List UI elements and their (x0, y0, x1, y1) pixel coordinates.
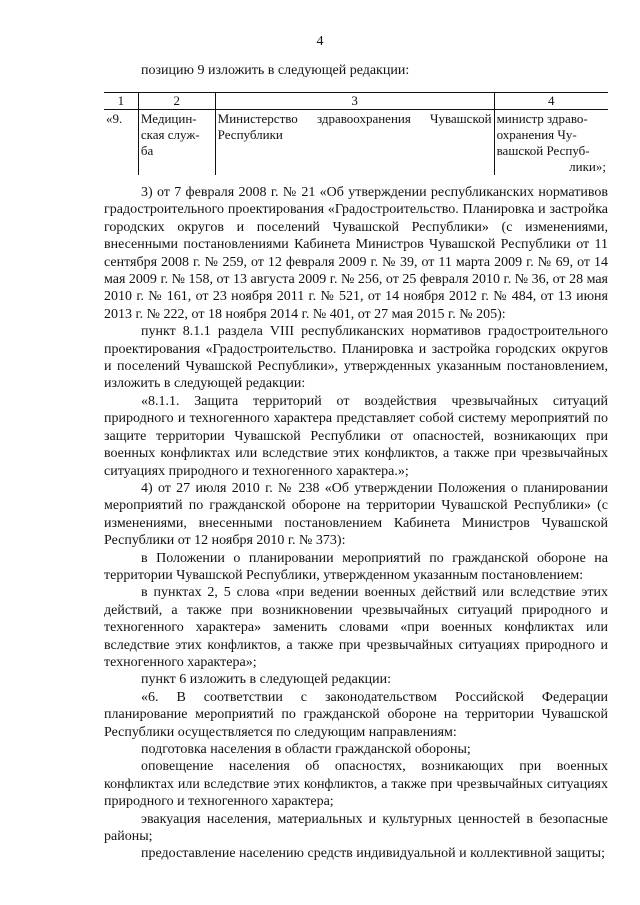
amendment-table (104, 92, 608, 175)
page-number: 4 (316, 34, 324, 49)
service-head-line: лики»; (569, 159, 606, 174)
intro-text: позицию 9 изложить в следующей редакции: (141, 63, 410, 78)
paragraph: пункт 8.1.1 раздела VIII республиканских нормативов градостроительного проектирования «Градостроительство. Планировка и застройка городских округов и поселений Чувашской Республики», утвержденных указанным постановлением, изложить в следующей редакции: (104, 324, 608, 392)
paragraph: эвакуация населения, материальных и культурных ценностей в безопасные районы; (104, 811, 608, 845)
table-row (104, 110, 608, 176)
service-name-line: ская служ- (140, 127, 200, 142)
document-body (104, 184, 608, 863)
paragraph: в Положении о планировании мероприятий по гражданской обороне на территории Чувашской Республики, утвержденном указанным постановлением: (104, 550, 608, 583)
service-name (138, 110, 215, 176)
paragraph: «6. В соответствии с законодательством Российской Федерации планирование мероприятий по гражданской обороне на территории Чувашской Республики осуществляется по следующим направлениям: (104, 689, 608, 740)
paragraph: в пунктах 2, 5 слова «при ведении военных действий или вследствие этих действий, а также при возникновении чрезвычайных ситуаций природного и техногенного характера» заменить словами «при военных конфликтах или вследствие этих конфликтов, а также при чрезвычайных ситуациях природного и техногенного характера»; (104, 585, 608, 670)
paragraph: оповещение населения об опасностях, возникающих при военных конфликтах или вследствие этих конфликтов, а также при чрезвычайных ситуациях природного и техногенного характера; (104, 759, 608, 810)
position-number: «9. (106, 111, 123, 126)
table-header-row (104, 93, 608, 110)
paragraph: пункт 6 изложить в следующей редакции: (141, 672, 391, 688)
paragraph: предоставление населению средств индивидуальной и коллективной защиты; (141, 846, 605, 862)
paragraph: «8.1.1. Защита территорий от воздействия чрезвычайных ситуаций природного и техногенного характера представляет собой систему мероприятий по защите территории Чувашской Республики от опасностей, возникающих при военных конфликтах или вследствие этих конфликтов, а также при чрезвычайных ситуациях природного и техногенного характера.»; (104, 393, 608, 479)
service-head (494, 110, 608, 176)
table-header-cell: 3 (215, 93, 494, 110)
table-header-cell: 2 (138, 93, 215, 110)
service-name-line: ба (140, 143, 154, 158)
table-header-cell: 1 (104, 93, 138, 110)
paragraph: 3) от 7 февраля 2008 г. № 21 «Об утверждении республиканских нормативов градостроительного проектирования «Градостроительство. Планировка и застройка городских округов и поселений Чувашской Республики» (с изменениями, внесенными постановлениями Кабинета Министров Чувашской Республики от 11 сентября 2008 г. № 259, от 12 февраля 2009 г. № 39, от 11 марта 2009 г. № 69, от 14 мая 2009 г. № 158, от 13 августа 2009 г. № 256, от 25 февраля 2010 г. № 36, от 28 мая 2010 г. № 161, от 23 ноября 2011 г. № 521, от 14 ноября 2012 г. № 484, от 13 июня 2013 г. № 222, от 18 ноября 2014 г. № 401, от 27 мая 2015 г. № 205): (104, 185, 608, 322)
service-head-line: министр здраво- (496, 111, 588, 126)
table-header-cell: 4 (494, 93, 608, 110)
service-head-line: вашской Респуб- (496, 143, 590, 158)
service-name-line: Медицин- (140, 111, 197, 126)
paragraph: 4) от 27 июля 2010 г. № 238 «Об утверждении Положения о планировании мероприятий по гражданской обороне на территории Чувашской Республики» (с изменениями, внесенными постановлением Кабинета Министров Чувашской Республики от 12 ноября 2010 г. № 373): (104, 480, 608, 549)
service-head-line: охранения Чу- (496, 127, 577, 142)
ministry-name: Министерство здравоохранения Чувашской Республики (215, 110, 494, 176)
paragraph: подготовка населения в области гражданской обороны; (141, 742, 471, 757)
